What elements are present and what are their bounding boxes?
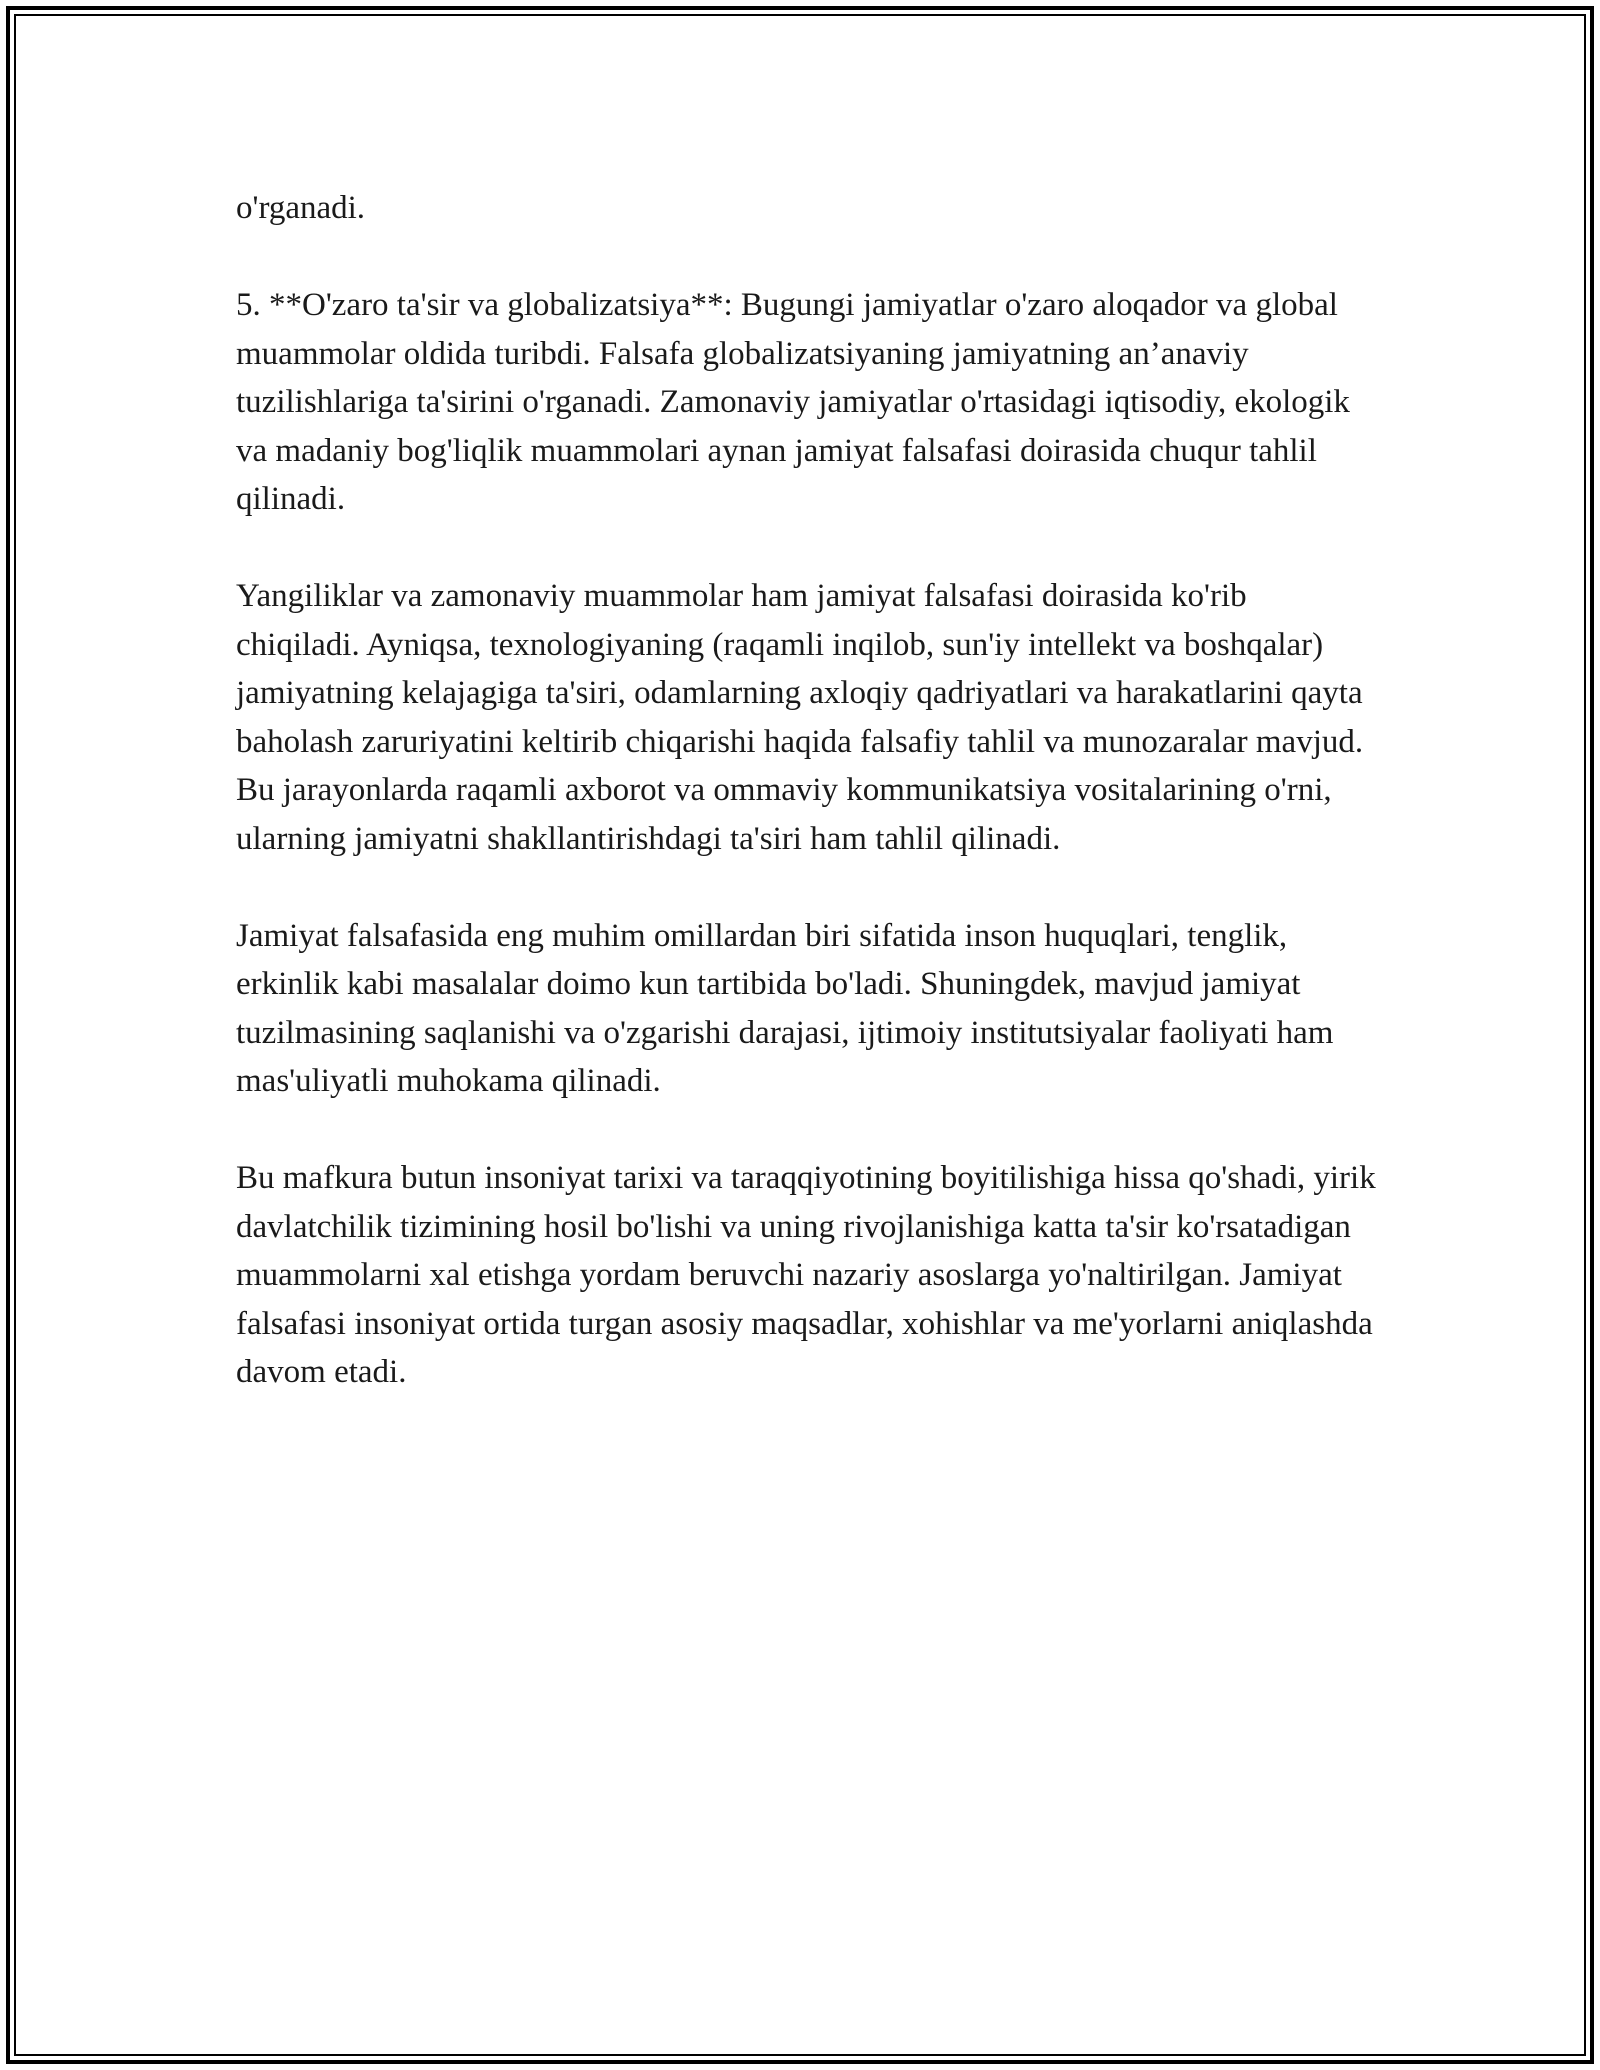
paragraph-continuation: o'rganadi. [236, 190, 366, 226]
paragraph-globalization: 5. **O'zaro ta'sir va globalizatsiya**: Bugungi jamiyatlar o'zaro aloqador va global muammolar oldida turibdi. Falsafa globalizatsiyaning jamiyatning an’anaviy tuzilishlariga ta'sirini o'rganadi. Zamonaviy jamiyatlar o'rtasidagi iqtisodiy, ekologik va madaniy bog'liqlik muammolari aynan jamiyat falsafasi doirasida chuqur tahlil qilinadi. [236, 287, 1350, 517]
document-body [236, 184, 1376, 1445]
paragraph-conclusion: Bu mafkura butun insoniyat tarixi va taraqqiyotining boyitilishiga hissa qo'shadi, yirik davlatchilik tizimining hosil bo'lishi va uning rivojlanishiga katta ta'sir ko'rsatadigan muammolarni xal etishga yordam beruvchi nazariy asoslarga yo'naltirilgan. Jamiyat falsafasi insoniyat ortida turgan asosiy maqsadlar, xohishlar va me'yorlarni aniqlashda davom etadi. [236, 1160, 1376, 1390]
paragraph-modern-problems: Yangiliklar va zamonaviy muammolar ham jamiyat falsafasi doirasida ko'rib chiqiladi. Ayniqsa, texnologiyaning (raqamli inqilob, sun'iy intellekt va boshqalar) jamiyatning kelajagiga ta'siri, odamlarning axloqiy qadriyatlari va harakatlarini qayta baholash zaruriyatini keltirib chiqarishi haqida falsafiy tahlil va munozaralar mavjud. Bu jarayonlarda raqamli axborot va ommaviy kommunikatsiya vositalarining o'rni, ularning jamiyatni shakllantirishdagi ta'siri ham tahlil qilinadi. [236, 578, 1364, 857]
paragraph-human-rights: Jamiyat falsafasida eng muhim omillardan biri sifatida inson huquqlari, tenglik, erkinlik kabi masalalar doimo kun tartibida bo'ladi. Shuningdek, mavjud jamiyat tuzilmasining saqlanishi va o'zgarishi darajasi, ijtimoiy institutsiyalar faoliyati ham mas'uliyatli muhokama qilinadi. [236, 917, 1334, 1099]
